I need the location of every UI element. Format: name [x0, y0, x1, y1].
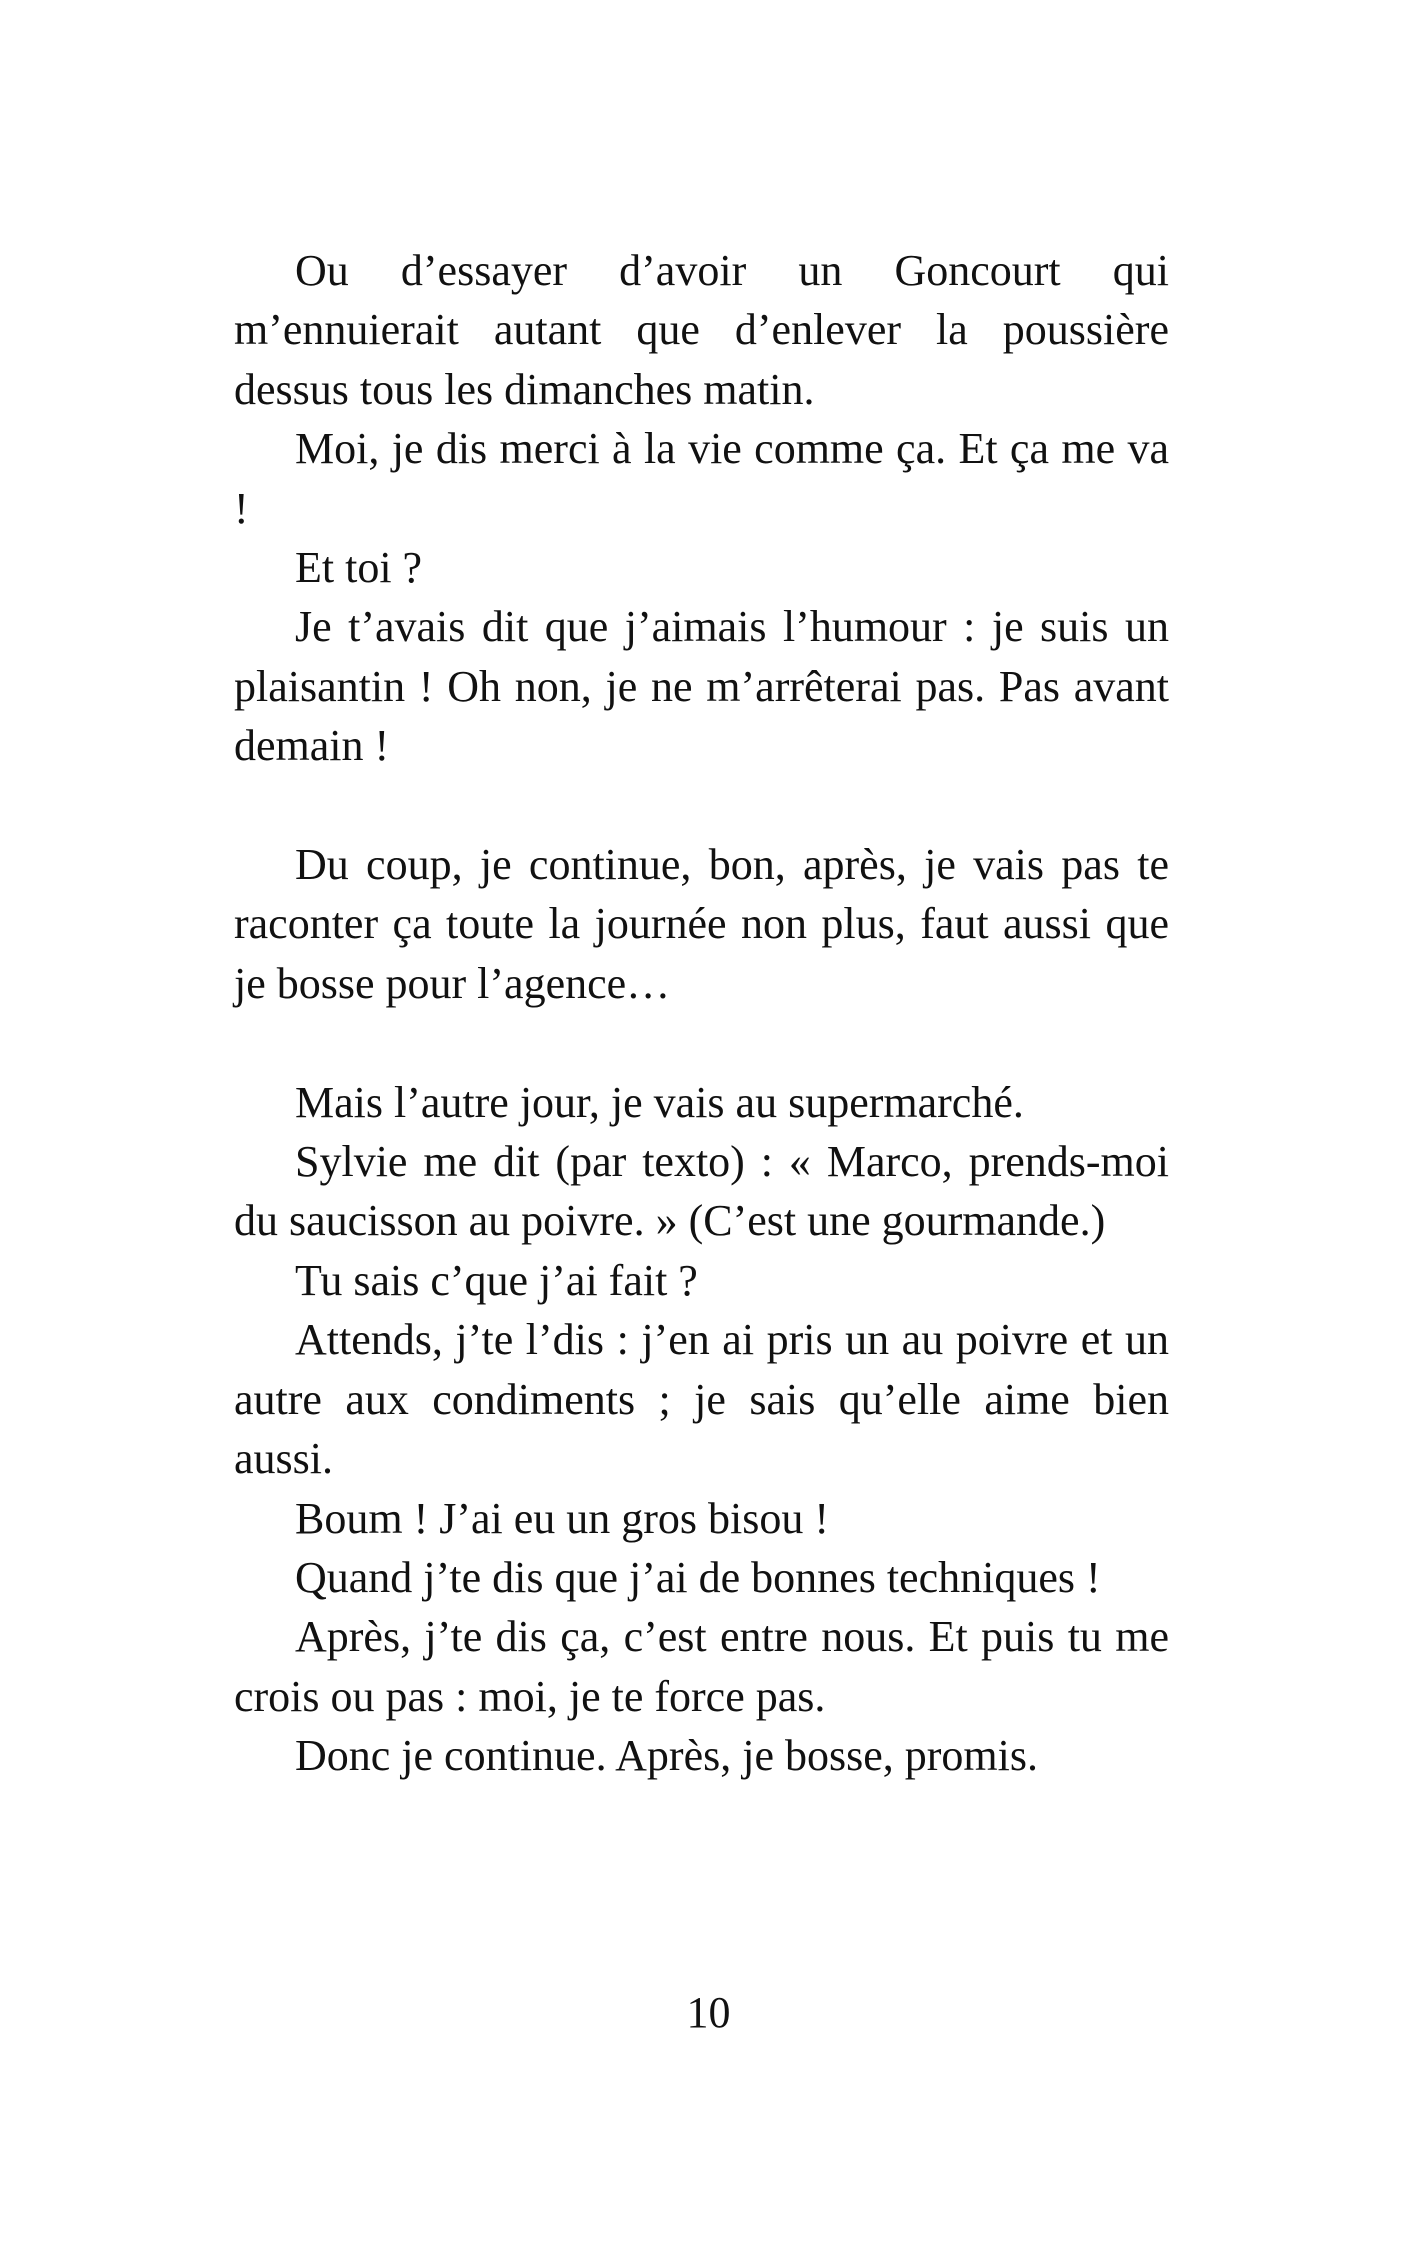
paragraph: Et toi ?: [295, 543, 423, 593]
paragraph: Donc je continue. Après, je bosse, promis.: [295, 1731, 1038, 1781]
section-break: [234, 1013, 1169, 1072]
paragraph: Ou d’essayer d’avoir un Goncourt qui m’ennuierait autant que d’enlever la poussière dessus tous les dimanches matin.: [234, 246, 1169, 414]
paragraph: Mais l’autre jour, je vais au supermarché.: [295, 1077, 1024, 1127]
paragraph: Du coup, je continue, bon, après, je vais pas te raconter ça toute la journée non plus, faut aussi que je bosse pour l’agence…: [234, 840, 1169, 1008]
paragraph: Je t’avais dit que j’aimais l’humour : je suis un plaisantin ! Oh non, je ne m’arrêterai pas. Pas avant demain !: [234, 602, 1169, 771]
paragraph: Attends, j’te l’dis : j’en ai pris un au poivre et un autre aux condiments ; je sais qu’elle aime bien aussi.: [234, 1315, 1169, 1484]
paragraph: Tu sais c’que j’ai fait ?: [295, 1255, 698, 1305]
paragraph: Moi, je dis merci à la vie comme ça. Et ça me va !: [234, 424, 1169, 533]
section-break: [234, 776, 1169, 835]
paragraph: Quand j’te dis que j’ai de bonnes techniques !: [295, 1552, 1101, 1602]
page-number: 10: [686, 1988, 731, 2037]
paragraph: Boum ! J’ai eu un gros bisou !: [295, 1493, 830, 1543]
paragraph: Sylvie me dit (par texto) : « Marco, prends-moi du saucisson au poivre. » (C’est une gourmande.): [234, 1137, 1169, 1246]
body-text: [234, 241, 1169, 1786]
paragraph: Après, j’te dis ça, c’est entre nous. Et puis tu me crois ou pas : moi, je te force pas.: [234, 1612, 1169, 1721]
